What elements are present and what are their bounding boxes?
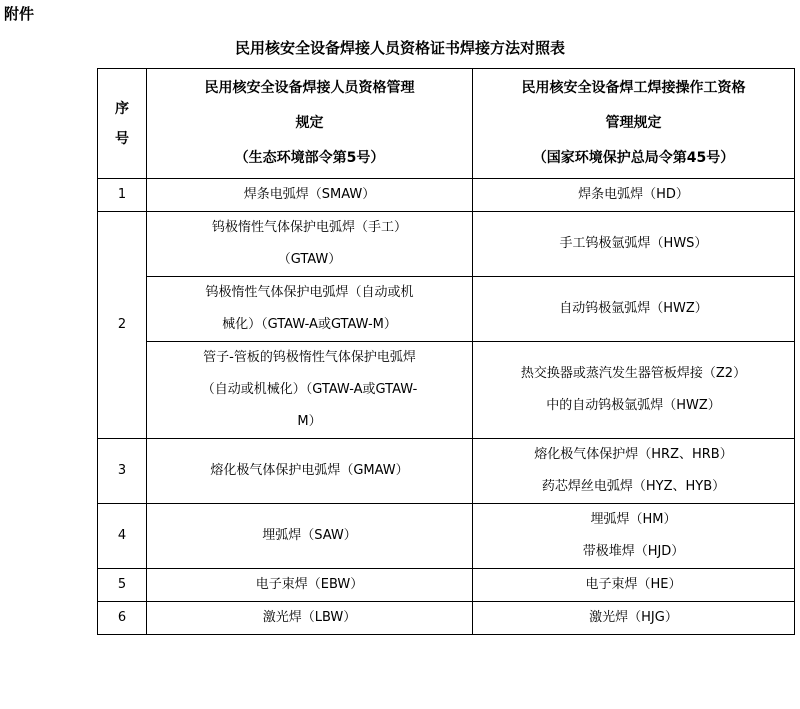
table-row	[98, 439, 795, 504]
old-method-text: 激光焊（HJG）	[589, 610, 678, 625]
new-method-text: （GTAW）	[277, 252, 342, 267]
old-method-text: 中的自动钨极氩弧焊（HWZ）	[546, 398, 721, 413]
old-method-cell	[473, 342, 795, 439]
table-row	[98, 212, 795, 277]
old-method-cell	[473, 602, 795, 635]
old-method-cell	[473, 277, 795, 342]
table-row	[98, 277, 795, 342]
new-method-cell	[147, 277, 473, 342]
old-method-text: 手工钨极氩弧焊（HWS）	[559, 236, 708, 251]
table-header-row	[98, 69, 795, 179]
serial-number-cell: 1	[98, 179, 147, 212]
table-row	[98, 569, 795, 602]
new-method-cell	[147, 504, 473, 569]
header-num-line: 序	[115, 100, 129, 117]
old-method-text: 熔化极气体保护焊（HRZ、HRB）	[534, 447, 733, 462]
header-old-regulation	[473, 69, 795, 179]
header-col2-line: （国家环境保护总局令第45号）	[532, 150, 735, 166]
header-col2-line: 民用核安全设备焊工焊接操作工资格	[521, 80, 746, 96]
new-method-text: M）	[297, 414, 322, 429]
new-method-text: 钨极惰性气体保护电弧焊（手工）	[211, 220, 407, 235]
welding-method-comparison-table	[97, 68, 795, 635]
serial-number-cell: 5	[98, 569, 147, 602]
new-method-cell	[147, 342, 473, 439]
new-method-text: 电子束焊（EBW）	[255, 577, 364, 592]
header-serial-number	[98, 69, 147, 179]
header-num-line: 号	[115, 130, 129, 147]
header-new-regulation	[147, 69, 473, 179]
old-method-cell	[473, 504, 795, 569]
old-method-cell	[473, 439, 795, 504]
new-method-cell	[147, 212, 473, 277]
serial-number-cell: 3	[98, 439, 147, 504]
new-method-text: 埋弧焊（SAW）	[262, 528, 357, 543]
new-method-text: 熔化极气体保护电弧焊（GMAW）	[210, 463, 409, 478]
old-method-text: 热交换器或蒸汽发生器管板焊接（Z2）	[520, 366, 747, 381]
new-method-cell	[147, 439, 473, 504]
old-method-text: 埋弧焊（HM）	[590, 512, 677, 527]
old-method-text: 自动钨极氩弧焊（HWZ）	[559, 301, 708, 316]
table-row	[98, 602, 795, 635]
document-title: 民用核安全设备焊接人员资格证书焊接方法对照表	[234, 39, 565, 57]
new-method-cell	[147, 602, 473, 635]
new-method-cell	[147, 179, 473, 212]
table-body	[98, 179, 795, 635]
table-row	[98, 179, 795, 212]
old-method-text: 药芯焊丝电弧焊（HYZ、HYB）	[541, 479, 726, 494]
old-method-text: 电子束焊（HE）	[585, 577, 682, 592]
old-method-text: 带极堆焊（HJD）	[582, 544, 685, 559]
table-row	[98, 342, 795, 439]
header-col1-line: 民用核安全设备焊接人员资格管理	[204, 80, 415, 96]
table-row	[98, 504, 795, 569]
new-method-text: 械化）（GTAW-A或GTAW-M）	[222, 317, 397, 332]
serial-number-cell: 6	[98, 602, 147, 635]
old-method-text: 焊条电弧焊（HD）	[578, 187, 689, 202]
new-method-text: 焊条电弧焊（SMAW）	[243, 187, 376, 202]
serial-number-cell: 4	[98, 504, 147, 569]
old-method-cell	[473, 212, 795, 277]
attachment-label: 附件	[4, 5, 35, 23]
header-col2-line: 管理规定	[605, 115, 662, 131]
new-method-text: （自动或机械化）（GTAW-A或GTAW-	[201, 382, 418, 397]
header-col1-line: 规定	[295, 115, 324, 131]
old-method-cell	[473, 569, 795, 602]
new-method-cell	[147, 569, 473, 602]
new-method-text: 管子-管板的钨极惰性气体保护电弧焊	[203, 350, 416, 365]
header-col1-line: （生态环境部令第5号）	[234, 150, 385, 166]
new-method-text: 激光焊（LBW）	[262, 610, 357, 625]
serial-number-cell: 2	[98, 212, 147, 439]
old-method-cell	[473, 179, 795, 212]
new-method-text: 钨极惰性气体保护电弧焊（自动或机	[205, 285, 414, 300]
